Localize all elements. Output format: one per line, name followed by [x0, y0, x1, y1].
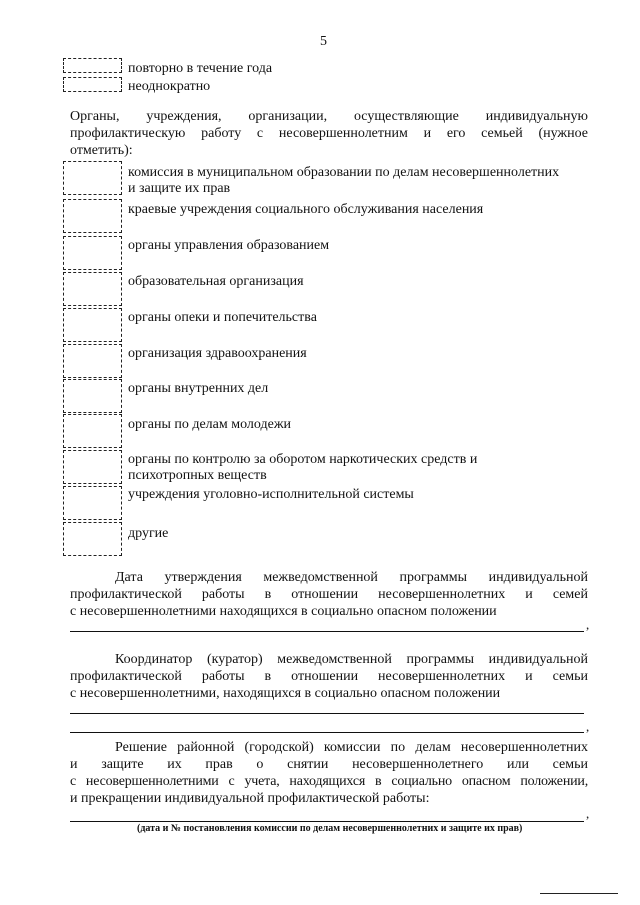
program-date-paragraph: Дата утверждения межведомственной программы индивидуальной профилактической работы в отношении несовершеннолетних и семей с несовершеннолетними находящихся в социально опасном положении [70, 570, 588, 619]
page-number: 5 [320, 34, 327, 49]
program-date-comma: , [586, 617, 590, 632]
checkbox-education-org[interactable] [63, 272, 122, 306]
organ-other: другие [128, 526, 169, 541]
decision-caption: (дата и № постановления комиссии по делам несовершеннолетних и защите их прав) [137, 823, 523, 834]
checkbox-penal-system[interactable] [63, 486, 122, 520]
organs-intro: Органы, учреждения, организации, осуществляющие индивидуальную профилактическую работу с несовершеннолетним и его семьей (нужное отметить): [70, 109, 588, 158]
margin-mark [540, 893, 618, 894]
organ-education-management: органы управления образованием [128, 238, 330, 253]
checkbox-internal-affairs[interactable] [63, 379, 122, 413]
organ-commission: комиссия в муниципальном образовании по делам несовершеннолетних и защите их прав [128, 165, 560, 196]
option-repeated: неоднократно [128, 79, 211, 94]
coordinator-field-line-2[interactable] [70, 732, 584, 733]
checkbox-other[interactable] [63, 522, 122, 556]
checkbox-repeated[interactable] [63, 77, 122, 92]
checkbox-drug-control[interactable] [63, 450, 122, 484]
checkbox-social-institutions[interactable] [63, 199, 122, 233]
checkbox-guardianship[interactable] [63, 308, 122, 342]
checkbox-repeat-year[interactable] [63, 58, 122, 73]
organ-drug-control: органы по контролю за оборотом наркотических средств и психотропных веществ [128, 452, 478, 483]
organ-penal-system: учреждения уголовно-исполнительной системы [128, 487, 414, 502]
decision-field[interactable] [70, 821, 584, 822]
checkbox-healthcare[interactable] [63, 344, 122, 378]
program-date-field[interactable] [70, 631, 584, 632]
checkbox-youth-affairs[interactable] [63, 414, 122, 448]
organ-internal-affairs: органы внутренних дел [128, 381, 269, 396]
organ-social-institutions: краевые учреждения социального обслуживания населения [128, 202, 484, 217]
option-repeat-year: повторно в течение года [128, 61, 273, 76]
coordinator-paragraph: Координатор (куратор) межведомственной программы индивидуальной профилактической работы в отношении несовершеннолетних и семьи с несовершеннолетними, находящихся в социально опасном положении [70, 652, 588, 701]
coordinator-comma: , [586, 719, 590, 734]
checkbox-commission[interactable] [63, 161, 122, 195]
decision-comma: , [586, 806, 590, 821]
organ-education-org: образовательная организация [128, 274, 304, 289]
organ-guardianship: органы опеки и попечительства [128, 310, 317, 325]
organ-healthcare: организация здравоохранения [128, 346, 307, 361]
decision-paragraph: Решение районной (городской) комиссии по делам несовершеннолетних и защите их прав о снятии несовершеннолетнего или семьи с несовершеннолетними с учета, находящихся в социально опасном положении, и прекращении индивидуальной профилактической работы: [70, 740, 588, 806]
coordinator-field-line-1[interactable] [70, 713, 584, 714]
checkbox-education-management[interactable] [63, 236, 122, 270]
organ-youth-affairs: органы по делам молодежи [128, 417, 292, 432]
